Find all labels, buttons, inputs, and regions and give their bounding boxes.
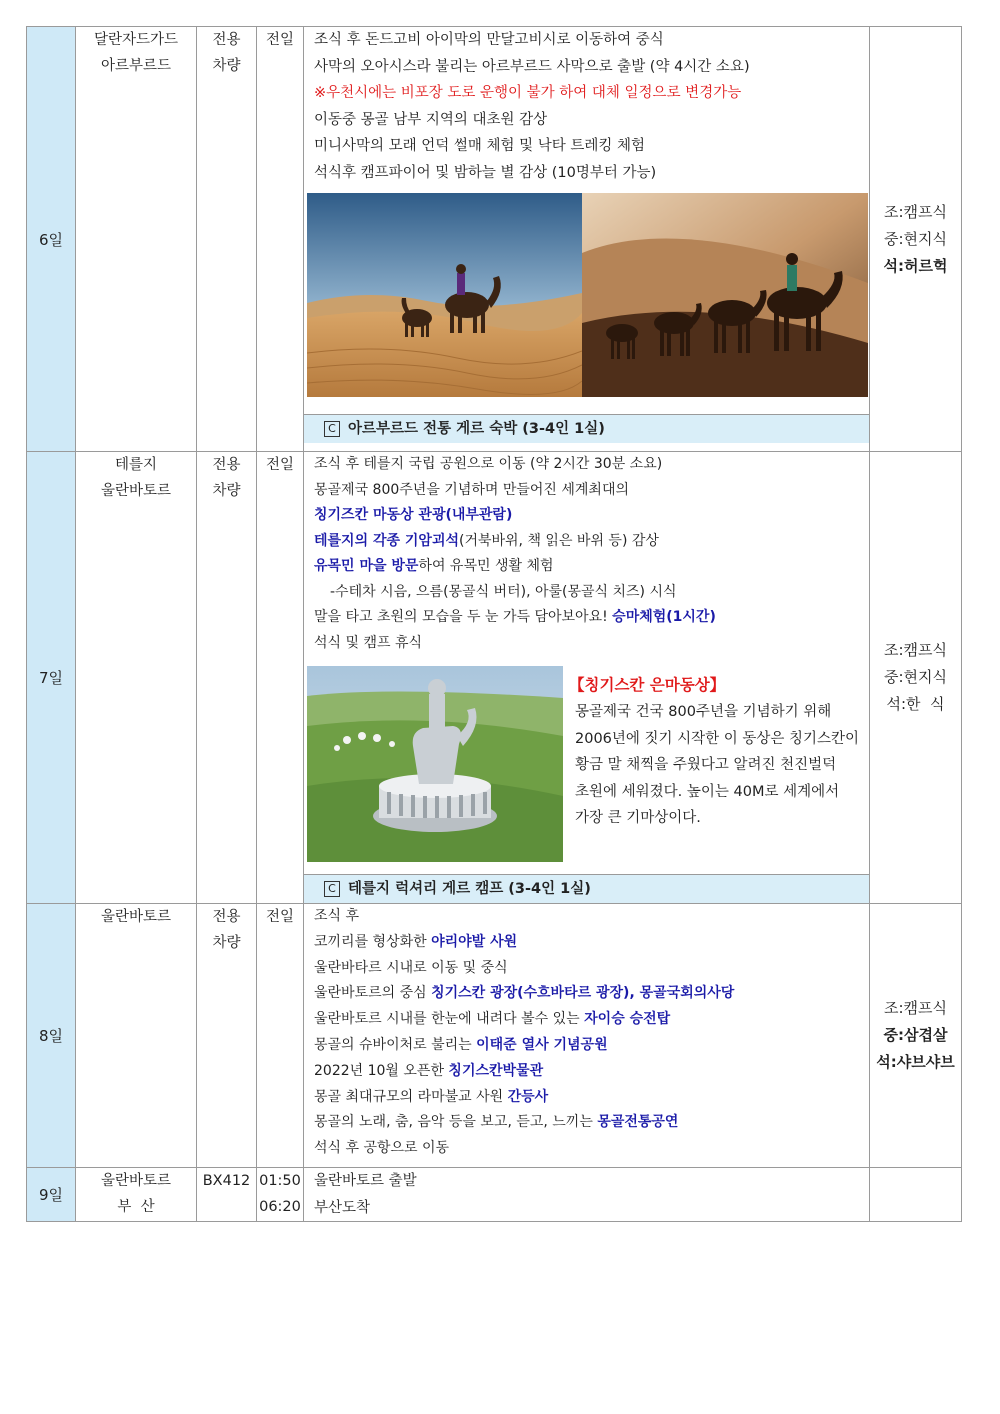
time-cell (257, 1168, 304, 1222)
lodging-text: 아르부르드 전통 게르 숙박 (3-4인 1실) (348, 421, 605, 437)
time-line: 전일 (265, 457, 294, 473)
meal-line: 중:현지식 (883, 229, 947, 248)
schedule-line (314, 1033, 861, 1059)
camel-caravan-dunes-photo (582, 193, 868, 397)
schedule-highlight: 테를지의 각종 기암괴석 (314, 532, 459, 549)
schedule-line: 석식후 캠프파이어 및 밤하늘 별 감상 (10명부터 가능) (314, 164, 657, 181)
schedule-highlight: 칭기즈칸 마동상 관광(내부관람) (314, 507, 513, 523)
schedule-line: 이동중 몽골 남부 지역의 대초원 감상 (314, 111, 548, 128)
schedule-cell (304, 452, 870, 904)
city-line: 테를지 (114, 457, 158, 473)
day-row-6 (27, 27, 962, 452)
schedule-line: 부산도착 (314, 1199, 371, 1216)
transport-line: 전용 (212, 457, 241, 473)
city-cell (76, 27, 197, 452)
meal-line: 석:한 식 (886, 695, 945, 713)
schedule-highlight: 자이승 승전탑 (584, 1011, 671, 1028)
schedule-text: 하여 유목민 생활 체험 (418, 558, 554, 574)
meal-line: 조:캠프식 (883, 641, 947, 659)
day-cell: 8일 (27, 904, 76, 1168)
time-cell (257, 452, 304, 904)
transport-line: 차량 (212, 58, 241, 74)
lodging-text: 테를지 럭셔리 게르 캠프 (3-4인 1실) (348, 881, 591, 897)
schedule-line (314, 1059, 861, 1085)
meal-cell (870, 1168, 962, 1222)
transport-line: 차량 (212, 935, 241, 951)
city-line: 울란바토르 (100, 483, 172, 499)
meal-line: 석:허르헉 (883, 256, 948, 275)
schedule-text: 말을 타고 초원의 모습을 두 눈 가득 담아보아요! (314, 609, 613, 625)
day-cell: 7일 (27, 452, 76, 904)
itinerary-table (26, 26, 962, 1222)
schedule-line: 조식 후 테를지 국립 공원으로 이동 (약 2시간 30분 소요) (314, 456, 663, 472)
schedule-highlight: 이태준 열사 기념공원 (476, 1036, 608, 1053)
schedule-line: 몽골제국 800주년을 기념하며 만들어진 세계최대의 (314, 481, 630, 498)
meal-line: 중:삼겹살 (883, 1026, 948, 1044)
schedule-highlight: 간등사 (507, 1088, 549, 1105)
transport-cell (197, 452, 257, 904)
day-cell: 9일 (27, 1168, 76, 1222)
schedule-line (314, 529, 861, 555)
lodging-mark-icon: C (324, 881, 340, 897)
meal-line: 석:샤브샤브 (876, 1053, 955, 1071)
city-cell (76, 1168, 197, 1222)
city-line: 아르부르드 (100, 58, 172, 74)
day-row-8 (27, 904, 962, 1168)
city-cell (76, 904, 197, 1168)
schedule-line: 석식 후 공항으로 이동 (314, 1140, 450, 1157)
time-cell (257, 904, 304, 1168)
day-cell: 6일 (27, 27, 76, 452)
schedule-cell (304, 904, 870, 1168)
schedule-text: 2022년 10월 오픈한 (314, 1062, 449, 1079)
meal-line: 조:캠프식 (883, 999, 947, 1017)
schedule-line (314, 930, 861, 956)
schedule-line (314, 605, 861, 631)
schedule-text: 몽골 최대규모의 라마불교 사원 (314, 1088, 508, 1105)
day-row-9 (27, 1168, 962, 1222)
city-line: 울란바토르 (100, 909, 172, 925)
lodging-banner (304, 874, 869, 903)
schedule-line (314, 981, 861, 1007)
schedule-line: -수테차 시음, 으름(몽골식 버터), 아룰(몽골식 치즈) 시식 (330, 583, 677, 600)
schedule-highlight: 몽골전통공연 (597, 1114, 679, 1131)
transport-line: 전용 (212, 32, 241, 48)
transport-cell (197, 1168, 257, 1222)
schedule-text: 몽골의 슈바이처로 불리는 (314, 1036, 477, 1053)
lodging-banner (304, 414, 869, 443)
schedule-text: 울란바토르 시내를 한눈에 내려다 볼수 있는 (314, 1011, 585, 1028)
schedule-highlight: 칭기스칸 광장(수흐바타르 광장), 몽골국회의사당 (431, 985, 735, 1002)
schedule-line (314, 1007, 861, 1033)
arrival-time: 06:20 (259, 1199, 301, 1215)
schedule-line: 사막의 오아시스라 불리는 아르부르드 사막으로 출발 (약 4시간 소요) (314, 58, 750, 75)
schedule-highlight: 칭기스칸박물관 (448, 1062, 544, 1079)
meal-cell (870, 904, 962, 1168)
city-line: 울란바토르 (100, 1173, 172, 1189)
schedule-cell (304, 1168, 870, 1222)
schedule-highlight: 유목민 마을 방문 (314, 558, 419, 574)
city-line: 부 산 (117, 1199, 155, 1215)
statue-description: 몽골제국 건국 800주년을 기념하기 위해 2006년에 짓기 시작한 이 동상은 칭기스칸이 황금 말 채찍을 주웠다고 알려진 천진벌덕 초원에 세워졌다. 높이는 40M로 세계에서 가장 큰 기마상이다. (575, 704, 860, 826)
transport-cell (197, 27, 257, 452)
schedule-line: 미니사막의 모래 언덕 썰매 체험 및 낙타 트레킹 체험 (314, 138, 646, 154)
schedule-highlight: 야리야발 사원 (431, 933, 518, 950)
time-line: 전일 (265, 32, 294, 48)
schedule-highlight: 승마체험(1시간) (612, 609, 716, 625)
statue-title: 【칭기스칸 은마동상】 (569, 676, 726, 694)
meal-cell (870, 27, 962, 452)
schedule-line (314, 554, 861, 580)
schedule-line: 석식 및 캠프 휴식 (314, 634, 423, 651)
schedule-line: 울란바토르 출발 (314, 1173, 417, 1189)
transport-cell (197, 904, 257, 1168)
time-cell (257, 27, 304, 452)
schedule-line: 조식 후 (314, 908, 360, 924)
chinggis-khaan-statue-photo (307, 666, 563, 862)
schedule-warning: ※우천시에는 비포장 도로 운행이 불가 하여 대체 일정으로 변경가능 (314, 85, 742, 101)
meal-line: 중:현지식 (883, 668, 947, 686)
lodging-mark-icon: C (324, 421, 340, 437)
transport-line: 차량 (212, 483, 241, 499)
transport-line: 전용 (212, 909, 241, 925)
schedule-text: (거북바위, 책 읽은 바위 등) 감상 (459, 532, 659, 549)
schedule-line (314, 1110, 861, 1136)
meal-cell (870, 452, 962, 904)
schedule-text: 울란바토르의 중심 (314, 985, 432, 1002)
flight-number: BX412 (202, 1173, 251, 1189)
camels-in-desert-photo (307, 193, 582, 397)
schedule-line (314, 1085, 861, 1111)
schedule-line: 울란바타르 시내로 이동 및 중식 (314, 959, 508, 976)
city-line: 달란자드가드 (93, 32, 179, 48)
schedule-cell (304, 27, 870, 452)
schedule-text: 몽골의 노래, 춤, 음악 등을 보고, 듣고, 느끼는 (314, 1114, 598, 1131)
schedule-line: 조식 후 돈드고비 아이막의 만달고비시로 이동하여 중식 (314, 32, 664, 48)
day-row-7 (27, 452, 962, 904)
schedule-text: 코끼리를 형상화한 (314, 933, 432, 950)
time-line: 전일 (265, 909, 294, 925)
city-cell (76, 452, 197, 904)
meal-line: 조:캠프식 (883, 202, 947, 221)
departure-time: 01:50 (259, 1173, 301, 1189)
